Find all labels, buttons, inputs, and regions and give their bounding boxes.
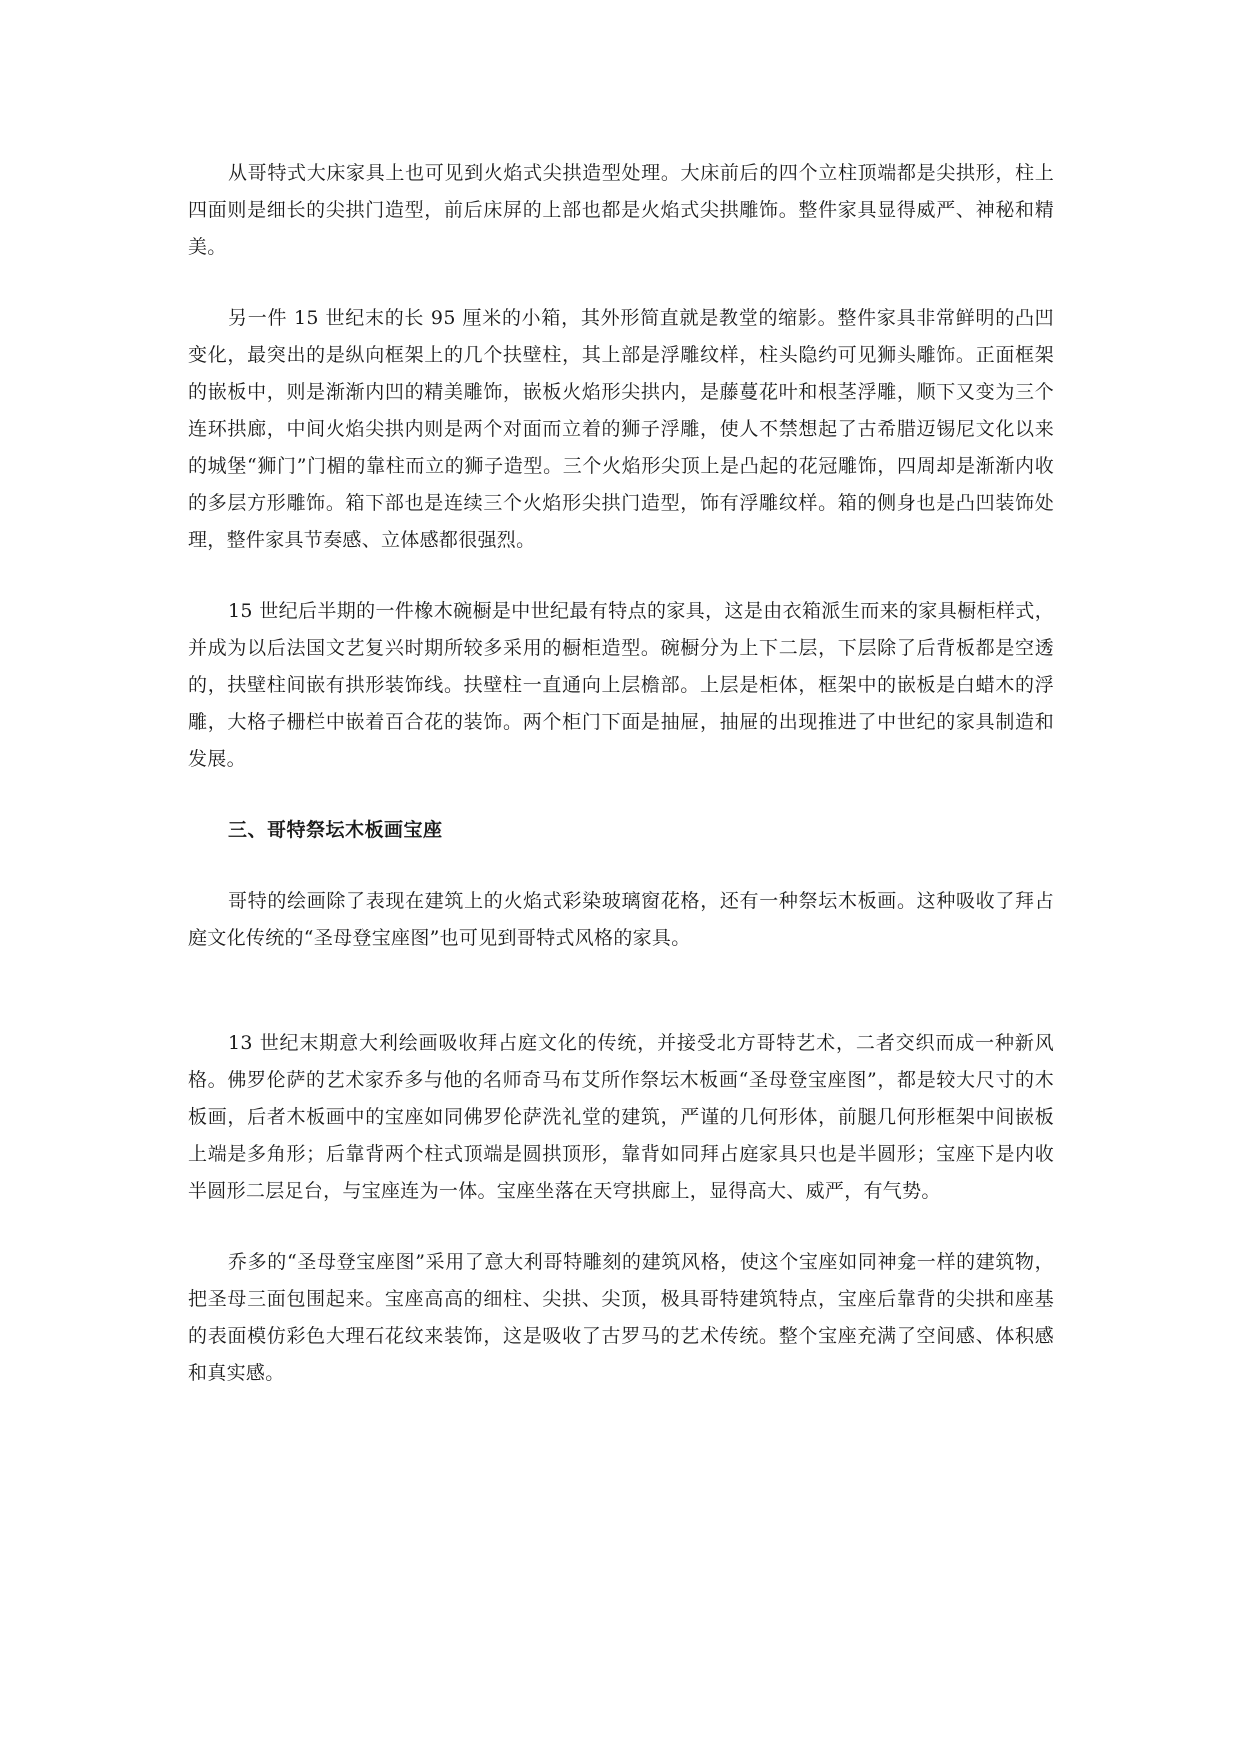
paragraph-gothic-bed: 从哥特式大床家具上也可见到火焰式尖拱造型处理。大床前后的四个立柱顶端都是尖拱形，柱上四面则是细长的尖拱门造型，前后床屏的上部也都是火焰式尖拱雕饰。整件家具显得威严、神秘和精美。 (188, 162, 1054, 258)
paragraph-spacer (188, 778, 1054, 812)
paragraph-giotto-throne: 乔多的“圣母登宝座图”采用了意大利哥特雕刻的建筑风格，使这个宝座如同神龛一样的建筑物，把圣母三面包围起来。宝座高高的细柱、尖拱、尖顶，极具哥特建筑特点，宝座后靠背的尖拱和座基的表面模仿彩色大理石花纹来装饰，这是吸收了古罗马的艺术传统。整个宝座充满了空间感、体积感和真实感。 (188, 1251, 1054, 1384)
section-heading: 三、哥特祭坛木板画宝座 (228, 819, 443, 841)
paragraph-italian-painting: 13 世纪末期意大利绘画吸收拜占庭文化的传统，并接受北方哥特艺术，二者交织而成一种新风格。佛罗伦萨的艺术家乔多与他的名师奇马布艾所作祭坛木板画“圣母登宝座图”，都是较大尺寸的木板画，后者木板画中的宝座如同佛罗伦萨洗礼堂的建筑，严谨的几何形体，前腿几何形框架中间嵌板上端是多角形；后靠背两个柱式顶端是圆拱顶形，靠背如同拜占庭家具只也是半圆形；宝座下是内收半圆形二层足台，与宝座连为一体。宝座坐落在天穹拱廊上，显得高大、威严，有气势。 (188, 1032, 1054, 1202)
paragraph-altar-painting: 哥特的绘画除了表现在建筑上的火焰式彩染玻璃窗花格，还有一种祭坛木板画。这种吸收了拜占庭文化传统的“圣母登宝座图”也可见到哥特式风格的家具。 (188, 890, 1054, 949)
paragraph-spacer (188, 559, 1054, 593)
paragraph-spacer (188, 1210, 1054, 1244)
paragraph-spacer (188, 957, 1054, 1025)
paragraph-spacer (188, 849, 1054, 883)
paragraph-small-chest: 另一件 15 世纪末的长 95 厘米的小箱，其外形简直就是教堂的缩影。整件家具非常鲜明的凸凹变化，最突出的是纵向框架上的几个扶壁柱，其上部是浮雕纹样，柱头隐约可见狮头雕饰。正面框架的嵌板中，则是渐渐内凹的精美雕饰，嵌板火焰形尖拱内，是藤蔓花叶和根茎浮雕，顺下又变为三个连环拱廊，中间火焰尖拱内则是两个对面而立着的狮子浮雕，使人不禁想起了古希腊迈锡尼文化以来的城堡“狮门”门楣的靠柱而立的狮子造型。三个火焰形尖顶上是凸起的花冠雕饰，四周却是渐渐内收的多层方形雕饰。箱下部也是连续三个火焰形尖拱门造型，饰有浮雕纹样。箱的侧身也是凸凹装饰处理，整件家具节奏感、立体感都很强烈。 (188, 307, 1054, 551)
paragraph-spacer (188, 266, 1054, 300)
document-page (188, 155, 1054, 1392)
paragraph-oak-cupboard: 15 世纪后半期的一件橡木碗橱是中世纪最有特点的家具，这是由衣箱派生而来的家具橱柜样式，并成为以后法国文艺复兴时期所较多采用的橱柜造型。碗橱分为上下二层，下层除了后背板都是空透的，扶壁柱间嵌有拱形装饰线。扶壁柱一直通向上层檐部。上层是柜体，框架中的嵌板是白蜡木的浮雕，大格子栅栏中嵌着百合花的装饰。两个柜门下面是抽屉，抽屉的出现推进了中世纪的家具制造和发展。 (188, 600, 1054, 770)
